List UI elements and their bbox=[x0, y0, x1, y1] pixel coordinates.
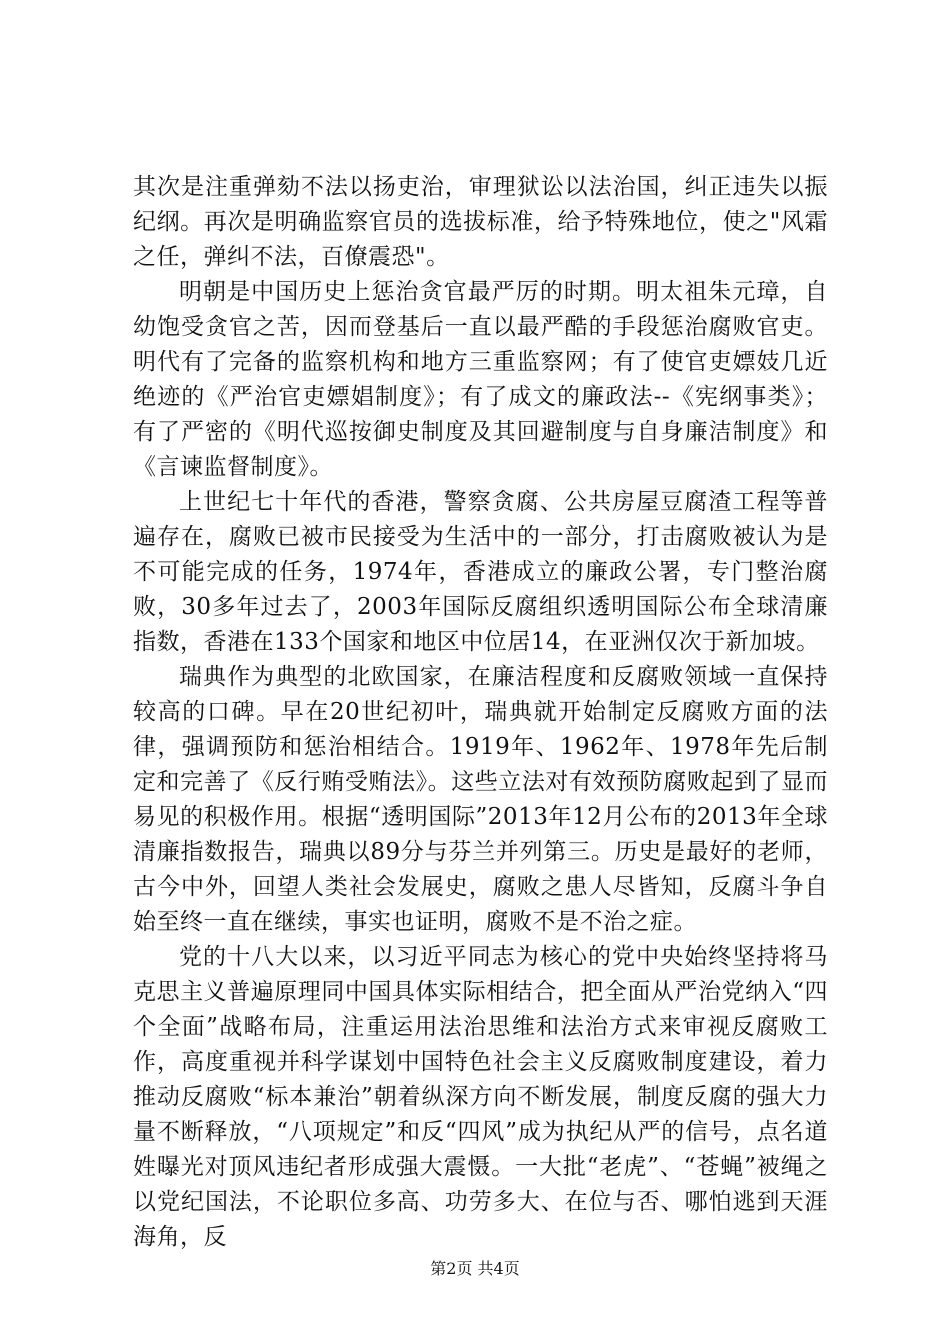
paragraph-5: 党的十八大以来，以习近平同志为核心的党中央始终坚持将马克思主义普遍原理同中国具体实际相结合，把全面从严治党纳入“四个全面”战略布局，注重运用法治思维和法治方式来审视反腐败工作，高度重视并科学谋划中国特色社会主义反腐败制度建设，着力推动反腐败“标本兼治”朝着纵深方向不断发展，制度反腐的强大力量不断释放，“八项规定”和反“四风”成为执纪从严的信号，点名道姓曝光对顶风违纪者形成强大震慑。一大批“老虎”、“苍蝇”被绳之以党纪国法，不论职位多高、功劳多大、在位与否、哪怕逃到天涯海角，反 bbox=[133, 944, 828, 1250]
paragraph-3: 上世纪七十年代的香港，警察贪腐、公共房屋豆腐渣工程等普遍存在，腐败已被市民接受为生活中的一部分，打击腐败被认为是不可能完成的任务，1974年，香港成立的廉政公署，专门整治腐败，30多年过去了，2003年国际反腐组织透明国际公布全球清廉指数，香港在133个国家和地区中位居14，在亚洲仅次于新加坡。 bbox=[133, 489, 828, 655]
page-number-footer: 第2页 共4页 bbox=[430, 1259, 520, 1278]
paragraph-2: 明朝是中国历史上惩治贪官最严厉的时期。明太祖朱元璋，自幼饱受贪官之苦，因而登基后一直以最严酷的手段惩治腐败官吏。明代有了完备的监察机构和地方三重监察网；有了使官吏嫖妓几近绝迹的《严治官吏嫖娼制度》；有了成文的廉政法--《宪纲事类》；有了严密的《明代巡按御史制度及其回避制度与自身廉洁制度》和《言谏监督制度》。 bbox=[133, 279, 828, 480]
document-body bbox=[133, 170, 828, 1255]
paragraph-1: 其次是注重弹劾不法以扬吏治，审理狱讼以法治国，纠正违失以振纪纲。再次是明确监察官员的选拔标准，给予特殊地位，使之"风霜之任，弹纠不法，百僚震恐"。 bbox=[133, 174, 828, 270]
paragraph-4: 瑞典作为典型的北欧国家，在廉洁程度和反腐败领域一直保持较高的口碑。早在20世纪初叶，瑞典就开始制定反腐败方面的法律，强调预防和惩治相结合。1919年、1962年、1978年先后制定和完善了《反行贿受贿法》。这些立法对有效预防腐败起到了显而易见的积极作用。根据“透明国际”2013年12月公布的2013年全球清廉指数报告，瑞典以89分与芬兰并列第三。历史是最好的老师，古今中外，回望人类社会发展史，腐败之患人尽皆知，反腐斗争自始至终一直在继续，事实也证明，腐败不是不治之症。 bbox=[133, 664, 828, 935]
